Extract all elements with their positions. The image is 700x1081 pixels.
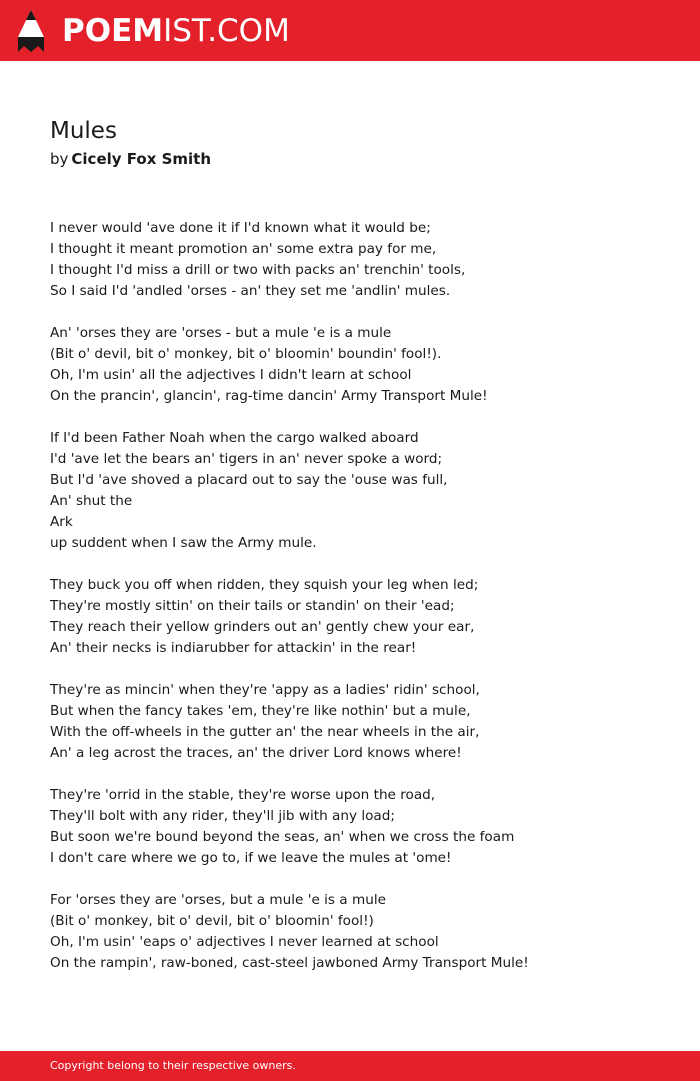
poem-line: (Bit o' monkey, bit o' devil, bit o' bloomin' fool!) (50, 913, 374, 929)
poem-line: They'll bolt with any rider, they'll jib with any load; (50, 808, 395, 824)
poem-line: Ark (50, 514, 73, 530)
poem-line: An' 'orses they are 'orses - but a mule 'e is a mule (50, 325, 392, 341)
poem-line: up suddent when I saw the Army mule. (50, 535, 317, 551)
brand-bold: POEM (62, 13, 164, 49)
poem-line: I thought I'd miss a drill or two with packs an' trenchin' tools, (50, 262, 466, 278)
author-name: Cicely Fox Smith (71, 150, 212, 168)
poem-line: But soon we're bound beyond the seas, an' when we cross the foam (50, 829, 515, 845)
poem-line: With the off-wheels in the gutter an' the near wheels in the air, (50, 724, 480, 740)
poem-body (50, 218, 670, 995)
poem-line: I'd 'ave let the bears an' tigers in an' never spoke a word; (50, 451, 443, 467)
site-header (0, 0, 700, 61)
copyright-text: Copyright belong to their respective owners. (50, 1059, 296, 1072)
poem-line: So I said I'd 'andled 'orses - an' they set me 'andlin' mules. (50, 283, 451, 299)
poem-line: Oh, I'm usin' all the adjectives I didn't learn at school (50, 367, 412, 383)
poem-line: An' shut the (50, 493, 133, 509)
poem-line: They're as mincin' when they're 'appy as a ladies' ridin' school, (50, 682, 480, 698)
poem-line: An' their necks is indiarubber for attackin' in the rear! (50, 640, 417, 656)
stanza (50, 575, 670, 659)
poem-line: An' a leg acrost the traces, an' the driver Lord knows where! (50, 745, 462, 761)
stanza (50, 680, 670, 764)
poem-line: For 'orses they are 'orses, but a mule 'e is a mule (50, 892, 386, 908)
poem-line: (Bit o' devil, bit o' monkey, bit o' bloomin' boundin' fool!). (50, 346, 442, 362)
stanza (50, 785, 670, 869)
poem-line: They're mostly sittin' on their tails or standin' on their 'ead; (50, 598, 455, 614)
poem-line: They're 'orrid in the stable, they're worse upon the road, (50, 787, 436, 803)
poem-line: I thought it meant promotion an' some extra pay for me, (50, 241, 437, 257)
poem-line: If I'd been Father Noah when the cargo walked aboard (50, 430, 419, 446)
site-logo-text[interactable] (62, 11, 290, 51)
stanza (50, 428, 670, 554)
poem-line: Oh, I'm usin' 'eaps o' adjectives I never learned at school (50, 934, 439, 950)
poem-title: Mules (50, 118, 117, 144)
poem-line: On the rampin', raw-boned, cast-steel jawboned Army Transport Mule! (50, 955, 529, 971)
poem-line: But when the fancy takes 'em, they're like nothin' but a mule, (50, 703, 471, 719)
pencil-tip-icon[interactable] (17, 9, 45, 53)
poem-line: But I'd 'ave shoved a placard out to say the 'ouse was full, (50, 472, 448, 488)
poem-line: They reach their yellow grinders out an' gently chew your ear, (50, 619, 475, 635)
poem-line: I don't care where we go to, if we leave the mules at 'ome! (50, 850, 452, 866)
by-prefix: by (50, 150, 69, 168)
poem-line: They buck you off when ridden, they squish your leg when led; (50, 577, 479, 593)
stanza (50, 323, 670, 407)
poem-line: I never would 'ave done it if I'd known what it would be; (50, 220, 431, 236)
poem-line: On the prancin', glancin', rag-time dancin' Army Transport Mule! (50, 388, 488, 404)
stanza (50, 890, 670, 974)
byline (50, 148, 211, 170)
site-footer (0, 1051, 700, 1081)
stanza (50, 218, 670, 302)
brand-light: IST.COM (163, 13, 290, 49)
